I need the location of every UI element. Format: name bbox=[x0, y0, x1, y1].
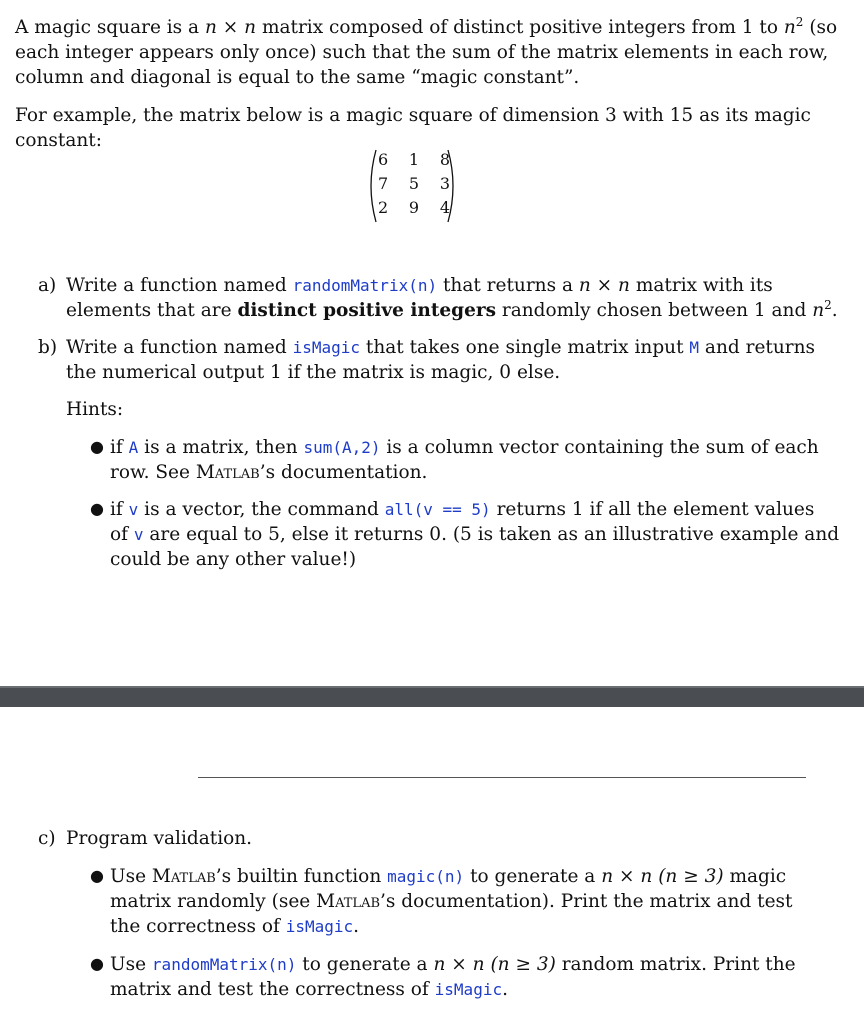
text: of bbox=[110, 524, 134, 545]
intro-line-2: each integer appears only once) such that the sum of the matrix elements in each row, bbox=[15, 42, 829, 63]
code: isMagic bbox=[434, 980, 503, 999]
code: A bbox=[128, 438, 139, 457]
matrix-row bbox=[378, 150, 450, 169]
matrix-row bbox=[378, 174, 450, 193]
hint-2-line-3: could be any other value!) bbox=[110, 549, 357, 570]
math: n × n (n ≥ 3) bbox=[433, 954, 556, 975]
text: Use bbox=[110, 954, 152, 975]
text: ’s documentation). Print the matrix and test bbox=[380, 891, 793, 912]
text: magic bbox=[723, 866, 787, 887]
text: matrix randomly (see bbox=[110, 891, 317, 912]
text: that takes one single matrix input bbox=[360, 337, 690, 358]
text: to generate a bbox=[464, 866, 602, 887]
hint-2-line-1 bbox=[110, 497, 814, 522]
math: n bbox=[783, 17, 796, 38]
code: magic(n) bbox=[387, 867, 465, 886]
part-b-line-2: the numerical output 1 if the matrix is magic, 0 else. bbox=[66, 362, 561, 383]
text: and returns bbox=[699, 337, 815, 358]
bullet-icon: ● bbox=[90, 954, 104, 973]
part-c-bullet-2-line-2 bbox=[110, 977, 508, 1002]
part-a-line-2 bbox=[66, 298, 838, 323]
bullet-icon: ● bbox=[90, 866, 104, 885]
math: n × n bbox=[204, 17, 257, 38]
code: v bbox=[133, 525, 144, 544]
code: sum(A,2) bbox=[303, 438, 381, 457]
code: isMagic bbox=[292, 338, 361, 357]
code: all(v == 5) bbox=[384, 500, 491, 519]
superscript: 2 bbox=[795, 14, 804, 29]
text: . bbox=[502, 979, 508, 1000]
math: n × n (n ≥ 3) bbox=[601, 866, 724, 887]
part-b-line-1 bbox=[66, 335, 815, 360]
text: random matrix. Print the bbox=[555, 954, 796, 975]
code: isMagic bbox=[285, 917, 354, 936]
matrix-cell: 3 bbox=[439, 174, 450, 193]
matrix-cell: 1 bbox=[408, 150, 420, 169]
example-line-2: constant: bbox=[15, 130, 102, 151]
matrix-cell: 7 bbox=[378, 174, 389, 193]
text: randomly chosen between 1 and bbox=[496, 300, 813, 321]
part-c-bullet-1-line-3 bbox=[110, 914, 359, 939]
part-a-marker: a) bbox=[38, 275, 57, 296]
text: matrix and test the correctness of bbox=[110, 979, 435, 1000]
part-c-bullet-1-line-2 bbox=[110, 889, 792, 914]
text: that returns a bbox=[437, 275, 579, 296]
text: to generate a bbox=[296, 954, 434, 975]
text: is a matrix, then bbox=[138, 437, 304, 458]
text: . bbox=[831, 300, 838, 321]
example-line-1: For example, the matrix below is a magic square of dimension 3 with 15 as its magic bbox=[15, 105, 811, 126]
math: n bbox=[812, 300, 825, 321]
part-c-title: Program validation. bbox=[66, 828, 253, 849]
magic-square-matrix bbox=[364, 148, 460, 224]
superscript: 2 bbox=[824, 297, 832, 312]
code: randomMatrix(n) bbox=[151, 955, 297, 974]
text: is a vector, the command bbox=[138, 499, 385, 520]
matlab-name: Matlab bbox=[316, 891, 381, 912]
hint-1-line-1 bbox=[110, 435, 819, 460]
code: randomMatrix(n) bbox=[292, 276, 438, 295]
code: M bbox=[689, 338, 700, 357]
part-c-bullet-1-line-1 bbox=[110, 864, 786, 889]
matlab-name: Matlab bbox=[151, 866, 216, 887]
matrix-cell: 9 bbox=[408, 198, 420, 217]
text: elements that are bbox=[66, 300, 238, 321]
matrix-cell: 8 bbox=[439, 150, 450, 169]
text: matrix composed of distinct positive integers from 1 to bbox=[256, 17, 784, 38]
text: are equal to 5, else it returns 0. (5 is taken as an illustrative example and bbox=[143, 524, 840, 545]
text: (so bbox=[803, 17, 838, 38]
matlab-name: Matlab bbox=[195, 462, 260, 483]
hint-1-line-2 bbox=[110, 460, 427, 485]
matrix-cell: 2 bbox=[378, 198, 389, 217]
code: v bbox=[128, 500, 139, 519]
part-c-bullet-2-line-1 bbox=[110, 952, 796, 977]
text: if bbox=[110, 437, 129, 458]
matrix-row bbox=[378, 198, 450, 217]
bullet-icon: ● bbox=[90, 499, 104, 518]
horizontal-rule bbox=[198, 777, 806, 778]
text: matrix with its bbox=[629, 275, 773, 296]
text: is a column vector containing the sum of each bbox=[380, 437, 819, 458]
part-a-line-1 bbox=[66, 273, 773, 298]
text: returns 1 if all the element values bbox=[490, 499, 815, 520]
text: ’s builtin function bbox=[215, 866, 388, 887]
text: Write a function named bbox=[66, 337, 293, 358]
matrix-cell: 6 bbox=[378, 150, 389, 169]
hints-label: Hints: bbox=[66, 399, 124, 420]
part-c-marker: c) bbox=[38, 828, 56, 849]
text: A magic square is a bbox=[15, 17, 205, 38]
text: Write a function named bbox=[66, 275, 293, 296]
intro-line-1 bbox=[15, 15, 837, 40]
text: the correctness of bbox=[110, 916, 286, 937]
text: . bbox=[353, 916, 360, 937]
bullet-icon: ● bbox=[90, 437, 104, 456]
bold-text: distinct positive integers bbox=[237, 300, 497, 321]
text: ’s documentation. bbox=[259, 462, 428, 483]
matrix-cell: 4 bbox=[439, 198, 450, 217]
intro-line-3: column and diagonal is equal to the same “magic constant”. bbox=[15, 67, 580, 88]
text: if bbox=[110, 499, 129, 520]
text: row. See bbox=[110, 462, 196, 483]
page-divider bbox=[0, 686, 864, 707]
text: Use bbox=[110, 866, 152, 887]
part-b-marker: b) bbox=[38, 337, 58, 358]
math: n × n bbox=[578, 275, 630, 296]
matrix-cell: 5 bbox=[408, 174, 420, 193]
hint-2-line-2 bbox=[110, 522, 839, 547]
